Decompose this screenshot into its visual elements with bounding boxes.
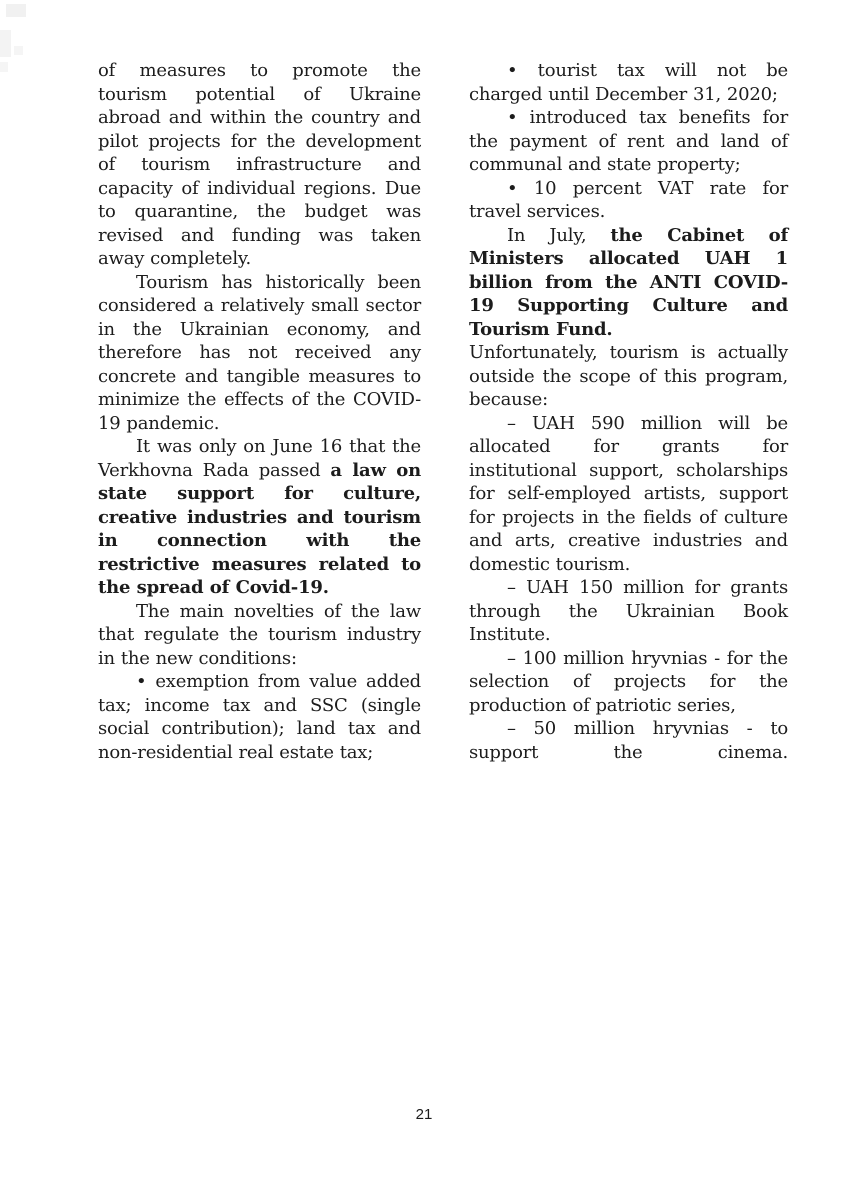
page-number: 21 xyxy=(415,1106,433,1123)
text-run: • introduced tax benefits for the payment of rent and land of communal and state property; xyxy=(469,107,788,175)
bold-text-run: a law on state support for culture, creative industries and tourism in connection with the restrictive measures related to the spread of Covid-19. xyxy=(98,459,421,598)
text-run: The main novelties of the law that regulate the tourism industry in the new conditions: xyxy=(98,600,421,669)
text-run: It was only on June 16 that the Verkhovna Rada passed xyxy=(98,436,421,481)
text-run: – UAH 150 million for grants through the Ukrainian Book Institute. xyxy=(469,577,788,645)
scan-artifact xyxy=(0,62,8,72)
text-run: • 10 percent VAT rate for travel services. xyxy=(469,177,788,222)
paragraph xyxy=(98,435,421,600)
text-run: – 100 million hryvnias - for the selection of projects for the production of patriotic series, xyxy=(469,647,788,716)
text-run: Unfortunately, tourism is actually outside the scope of this program, because: xyxy=(469,342,788,410)
text-run: of measures to promote the tourism potential of Ukraine abroad and within the country and pilot projects for the development of tourism infrastructure and capacity of individual regions. Due to quarantine, the budget was revised and funding was taken away completely. xyxy=(98,60,421,269)
text-run: – 50 million hryvnias - to support the cinema. xyxy=(469,718,788,763)
paragraph xyxy=(469,341,788,412)
bold-text-run: the Cabinet of Ministers allocated UAH 1 billion from the ANTI COVID-19 Supporting Culture and Tourism Fund. xyxy=(469,224,788,340)
scan-artifact xyxy=(6,4,26,17)
paragraph xyxy=(469,224,788,342)
text-run: – UAH 590 million will be allocated for grants for institutional support, scholarships for self-employed artists, support for projects in the fields of culture and arts, creative industries and domestic tourism. xyxy=(469,412,788,575)
paragraph xyxy=(98,59,421,271)
scan-artifact xyxy=(14,46,23,55)
text-run: • tourist tax will not be charged until December 31, 2020; xyxy=(469,60,788,105)
text-column-right xyxy=(469,59,788,764)
paragraph xyxy=(469,59,788,106)
text-run: • exemption from value added tax; income tax and SSC (single social contribution); land tax and non-residential real estate tax; xyxy=(98,671,421,763)
paragraph xyxy=(469,106,788,177)
paragraph xyxy=(469,647,788,718)
text-run: In July, xyxy=(507,224,611,246)
paragraph xyxy=(469,717,788,764)
paragraph xyxy=(469,177,788,224)
paragraph xyxy=(98,670,421,764)
text-column-left xyxy=(98,59,421,764)
text-run: Tourism has historically been considered a relatively small sector in the Ukrainian economy, and therefore has not received any concrete and tangible measures to minimize the effects of the COVID-19 pandemic. xyxy=(98,271,421,434)
paragraph xyxy=(98,600,421,671)
scan-artifact xyxy=(0,30,11,57)
paragraph xyxy=(98,271,421,436)
paragraph xyxy=(469,412,788,577)
paragraph xyxy=(469,576,788,647)
